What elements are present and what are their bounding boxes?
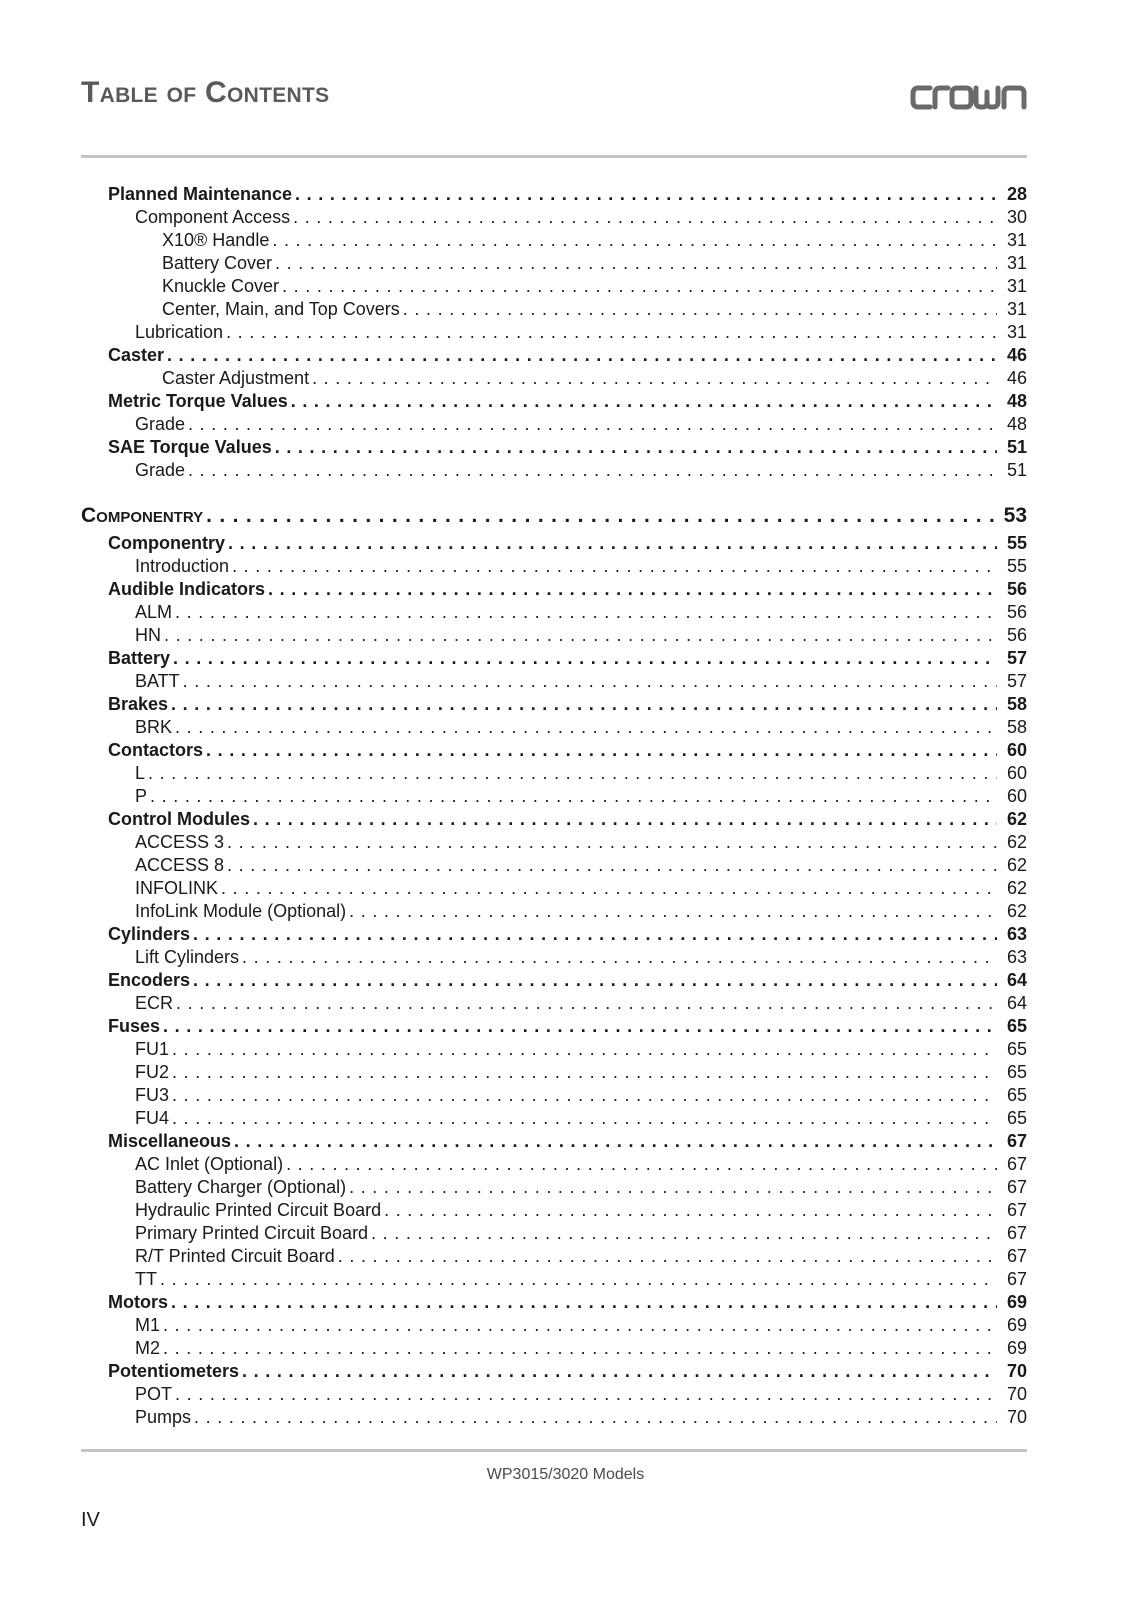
toc-entry-page: 67	[1006, 1246, 1027, 1266]
toc-entry[interactable]	[81, 321, 1027, 344]
toc-entry-title: Contactors	[108, 740, 204, 760]
page-title: Table of Contents	[81, 76, 330, 109]
toc-entry-title: FU1	[135, 1039, 170, 1059]
toc-entry-page: 46	[1006, 368, 1027, 388]
toc-entry[interactable]	[81, 693, 1027, 716]
toc-entry-title: Planned Maintenance	[108, 184, 293, 204]
toc-entry[interactable]	[81, 1038, 1027, 1061]
toc-entry-title: Battery	[108, 648, 171, 668]
toc-entry-page: 60	[1006, 786, 1027, 806]
toc-entry-page: 46	[1006, 345, 1027, 365]
toc-entry-title: TT	[135, 1269, 157, 1289]
toc-entry[interactable]	[81, 1291, 1027, 1314]
dot-leader	[227, 831, 997, 854]
toc-entry-page: 65	[1006, 1062, 1027, 1082]
dot-leader	[163, 1337, 997, 1360]
toc-chapter[interactable]	[81, 500, 1027, 532]
toc-entry-page: 57	[1006, 648, 1027, 668]
toc-entry-title: InfoLink Module (Optional)	[135, 901, 347, 921]
dot-leader	[221, 877, 997, 900]
toc-entry-title: Grade	[135, 460, 186, 480]
toc-entry[interactable]	[81, 877, 1027, 900]
dot-leader	[173, 647, 997, 670]
toc-entry-title: Component Access	[135, 207, 291, 227]
toc-entry-page: 31	[1006, 322, 1027, 342]
toc-entry[interactable]	[81, 183, 1027, 206]
toc-entry-page: 67	[1006, 1131, 1027, 1151]
toc-entry-title: Encoders	[108, 970, 191, 990]
toc-entry[interactable]	[81, 808, 1027, 831]
dot-leader	[171, 693, 997, 716]
toc-entry[interactable]	[81, 1360, 1027, 1383]
dot-leader	[349, 900, 997, 923]
toc-entry-page: 67	[1006, 1200, 1027, 1220]
dot-leader	[272, 229, 997, 252]
dot-leader	[194, 1406, 997, 1429]
crown-logo	[910, 82, 1028, 112]
toc-entry[interactable]	[81, 762, 1027, 785]
toc-entry-page: 63	[1006, 924, 1027, 944]
header-divider	[81, 155, 1027, 158]
toc-entry[interactable]	[81, 206, 1027, 229]
toc-entry-page: 30	[1006, 207, 1027, 227]
toc-entry[interactable]	[81, 436, 1027, 459]
toc-entry-page: 31	[1006, 276, 1027, 296]
toc-entry[interactable]	[81, 252, 1027, 275]
toc-entry-title: HN	[135, 625, 161, 645]
page-number: IV	[81, 1509, 100, 1531]
footer-model: WP3015/3020 Models	[486, 1466, 645, 1483]
toc-entry-title: POT	[135, 1384, 173, 1404]
toc-entry-page: 65	[1006, 1016, 1027, 1036]
dot-leader	[167, 344, 997, 367]
dot-leader	[172, 1061, 997, 1084]
toc-entry[interactable]	[81, 1222, 1027, 1245]
toc-entry[interactable]	[81, 413, 1027, 436]
toc-entry[interactable]	[81, 739, 1027, 762]
toc-entry[interactable]	[81, 923, 1027, 946]
dot-leader	[175, 716, 997, 739]
toc-entry-title: INFOLINK	[135, 878, 219, 898]
toc-entry[interactable]	[81, 1199, 1027, 1222]
toc-entry[interactable]	[81, 1314, 1027, 1337]
toc-entry-title: Battery Charger (Optional)	[135, 1177, 347, 1197]
dot-leader	[193, 923, 997, 946]
toc-entry-title: Lift Cylinders	[135, 947, 240, 967]
toc-entry-title: ALM	[135, 602, 173, 622]
dot-leader	[188, 459, 997, 482]
toc-entry[interactable]	[81, 647, 1027, 670]
dot-leader	[268, 578, 997, 601]
toc-entry-title: ACCESS 8	[135, 855, 225, 875]
toc-entry-title: FU4	[135, 1108, 170, 1128]
toc-entry[interactable]	[81, 229, 1027, 252]
toc-entry-title: Brakes	[108, 694, 169, 714]
toc-entry-page: 70	[1006, 1384, 1027, 1404]
toc-entry-page: 57	[1006, 671, 1027, 691]
dot-leader	[403, 298, 997, 321]
toc-entry-page: 56	[1006, 625, 1027, 645]
dot-leader	[171, 1291, 997, 1314]
toc-entry-title: Motors	[108, 1292, 168, 1312]
toc-entry-page: 69	[1006, 1315, 1027, 1335]
toc-entry-page: 62	[1006, 809, 1027, 829]
toc-entry-title: P	[135, 786, 148, 806]
toc-entry[interactable]	[81, 1107, 1027, 1130]
toc-entry-page: 69	[1006, 1338, 1027, 1358]
dot-leader	[291, 390, 997, 413]
dot-leader	[295, 183, 997, 206]
toc-entry-title: Knuckle Cover	[162, 276, 280, 296]
footer-divider	[81, 1449, 1027, 1452]
toc-entry-page: 63	[1006, 947, 1027, 967]
toc-entry[interactable]	[81, 785, 1027, 808]
toc-entry-title: Introduction	[135, 556, 230, 576]
dot-leader	[172, 1084, 997, 1107]
toc-entry-title: BRK	[135, 717, 173, 737]
dot-leader	[232, 555, 997, 578]
toc-entry[interactable]	[81, 1406, 1027, 1429]
dot-leader	[163, 1314, 997, 1337]
dot-leader	[312, 367, 997, 390]
toc-entry-title: Componentry	[108, 533, 225, 553]
toc-entry-page: 70	[1006, 1361, 1027, 1381]
toc-entry[interactable]	[81, 854, 1027, 877]
toc-entry-page: 64	[1006, 970, 1027, 990]
toc-entry-title: Miscellaneous	[108, 1131, 232, 1151]
dot-leader	[176, 992, 997, 1015]
toc-entry-page: 65	[1006, 1039, 1027, 1059]
dot-leader	[384, 1199, 997, 1222]
toc-entry[interactable]	[81, 298, 1027, 321]
toc-entry-title: Primary Printed Circuit Board	[135, 1223, 369, 1243]
toc-entry-page: 58	[1006, 694, 1027, 714]
dot-leader	[282, 275, 997, 298]
toc-entry-title: BATT	[135, 671, 180, 691]
toc-entry-title: Fuses	[108, 1016, 161, 1036]
toc-entry[interactable]	[81, 900, 1027, 923]
toc-entry-title: Pumps	[135, 1407, 192, 1427]
toc-entry[interactable]	[81, 1061, 1027, 1084]
toc-entry-title: AC Inlet (Optional)	[135, 1154, 284, 1174]
toc-entry[interactable]	[81, 1245, 1027, 1268]
toc-entry[interactable]	[81, 1383, 1027, 1406]
toc-entry-title: Cylinders	[108, 924, 191, 944]
dot-leader	[275, 252, 997, 275]
toc-entry-page: 48	[1006, 414, 1027, 434]
dot-leader	[163, 1015, 997, 1038]
toc-entry-title: Battery Cover	[162, 253, 273, 273]
toc-entry-title: ACCESS 3	[135, 832, 225, 852]
toc-entry-title: M1	[135, 1315, 161, 1335]
toc-entry[interactable]	[81, 601, 1027, 624]
toc-entry-page: 60	[1006, 763, 1027, 783]
dot-leader	[175, 1383, 997, 1406]
dot-leader	[175, 601, 997, 624]
dot-leader	[242, 1360, 997, 1383]
toc-entry-title: FU3	[135, 1085, 170, 1105]
toc-entry-title: Caster Adjustment	[162, 368, 310, 388]
toc-entry[interactable]	[81, 1084, 1027, 1107]
toc-entry-page: 65	[1006, 1085, 1027, 1105]
toc-entry-page: 67	[1006, 1154, 1027, 1174]
dot-leader	[275, 436, 997, 459]
toc-entry-title: FU2	[135, 1062, 170, 1082]
toc-entry-title: Caster	[108, 345, 165, 365]
toc-entry-page: 48	[1006, 391, 1027, 411]
toc-entry-page: 67	[1006, 1269, 1027, 1289]
toc-entry[interactable]	[81, 1015, 1027, 1038]
toc-entry-title: Metric Torque Values	[108, 391, 288, 411]
toc-entry-page: 31	[1006, 299, 1027, 319]
toc-entry-title: R/T Printed Circuit Board	[135, 1246, 335, 1266]
dot-leader	[293, 206, 997, 229]
dot-leader	[193, 969, 997, 992]
dot-leader	[371, 1222, 997, 1245]
dot-leader	[172, 1038, 997, 1061]
toc-entry-page: 67	[1006, 1177, 1027, 1197]
dot-leader	[253, 808, 997, 831]
dot-leader	[228, 532, 997, 555]
dot-leader	[206, 500, 997, 532]
toc-entry[interactable]	[81, 555, 1027, 578]
toc-entry-title: X10® Handle	[162, 230, 270, 250]
toc-entry-page: 67	[1006, 1223, 1027, 1243]
toc-entry[interactable]	[81, 1176, 1027, 1199]
toc-entry-page: 62	[1006, 832, 1027, 852]
toc-entry-title: Potentiometers	[108, 1361, 240, 1381]
toc-entry-page: 64	[1006, 993, 1027, 1013]
toc-entry-page: 62	[1006, 855, 1027, 875]
toc-entry-page: 31	[1006, 253, 1027, 273]
dot-leader	[227, 854, 997, 877]
dot-leader	[183, 670, 997, 693]
toc-entry-page: 55	[1006, 533, 1027, 553]
toc-entry[interactable]	[81, 969, 1027, 992]
toc-entry-title: SAE Torque Values	[108, 437, 272, 457]
toc-entry[interactable]	[81, 344, 1027, 367]
toc-entry-page: 62	[1006, 878, 1027, 898]
toc-entry-title: L	[135, 763, 146, 783]
toc-entry-title: Center, Main, and Top Covers	[162, 299, 400, 319]
toc-entry[interactable]	[81, 992, 1027, 1015]
dot-leader	[172, 1107, 997, 1130]
dot-leader	[160, 1268, 997, 1291]
toc-entry-title: Lubrication	[135, 322, 224, 342]
toc-entry-title: ECR	[135, 993, 174, 1013]
dot-leader	[164, 624, 997, 647]
toc-entry[interactable]	[81, 716, 1027, 739]
dot-leader	[234, 1130, 997, 1153]
dot-leader	[206, 739, 997, 762]
dot-leader	[148, 762, 997, 785]
toc-entry-page: 51	[1006, 460, 1027, 480]
toc-entry[interactable]	[81, 390, 1027, 413]
toc-entry[interactable]	[81, 459, 1027, 482]
dot-leader	[188, 413, 997, 436]
dot-leader	[349, 1176, 997, 1199]
toc-entry[interactable]	[81, 367, 1027, 390]
toc-entry[interactable]	[81, 1153, 1027, 1176]
dot-leader	[286, 1153, 997, 1176]
toc-entry-title: Hydraulic Printed Circuit Board	[135, 1200, 382, 1220]
toc-entry-page: 55	[1006, 556, 1027, 576]
dot-leader	[226, 321, 997, 344]
toc-entry-title: Audible Indicators	[108, 579, 266, 599]
toc-entry-page: 56	[1006, 579, 1027, 599]
toc-entry[interactable]	[81, 831, 1027, 854]
toc-entry-page: 31	[1006, 230, 1027, 250]
toc-entry-title: Grade	[135, 414, 186, 434]
toc-entry[interactable]	[81, 1337, 1027, 1360]
toc-entry[interactable]	[81, 624, 1027, 647]
dot-leader	[242, 946, 997, 969]
dot-leader	[150, 785, 997, 808]
toc-entry-title: M2	[135, 1338, 161, 1358]
toc-entry-page: 62	[1006, 901, 1027, 921]
toc-entry-page: 60	[1006, 740, 1027, 760]
toc-entry[interactable]	[81, 578, 1027, 601]
toc-entry[interactable]	[81, 1268, 1027, 1291]
toc-entry-page: 69	[1006, 1292, 1027, 1312]
toc-entry[interactable]	[81, 275, 1027, 298]
toc-entry-title: Componentry	[81, 504, 204, 527]
toc-entry[interactable]	[81, 946, 1027, 969]
dot-leader	[338, 1245, 997, 1268]
toc-entry-page: 28	[1006, 184, 1027, 204]
toc-entry-title: Control Modules	[108, 809, 250, 829]
toc-entry-page: 70	[1006, 1407, 1027, 1427]
toc-entry[interactable]	[81, 670, 1027, 693]
toc-entry[interactable]	[81, 532, 1027, 555]
toc-entry-page: 65	[1006, 1108, 1027, 1128]
table-of-contents	[81, 183, 1027, 1429]
toc-entry-page: 58	[1006, 717, 1027, 737]
toc-entry-page: 56	[1006, 602, 1027, 622]
toc-entry[interactable]	[81, 1130, 1027, 1153]
toc-entry-page: 53	[1003, 504, 1027, 527]
toc-entry-page: 51	[1006, 437, 1027, 457]
